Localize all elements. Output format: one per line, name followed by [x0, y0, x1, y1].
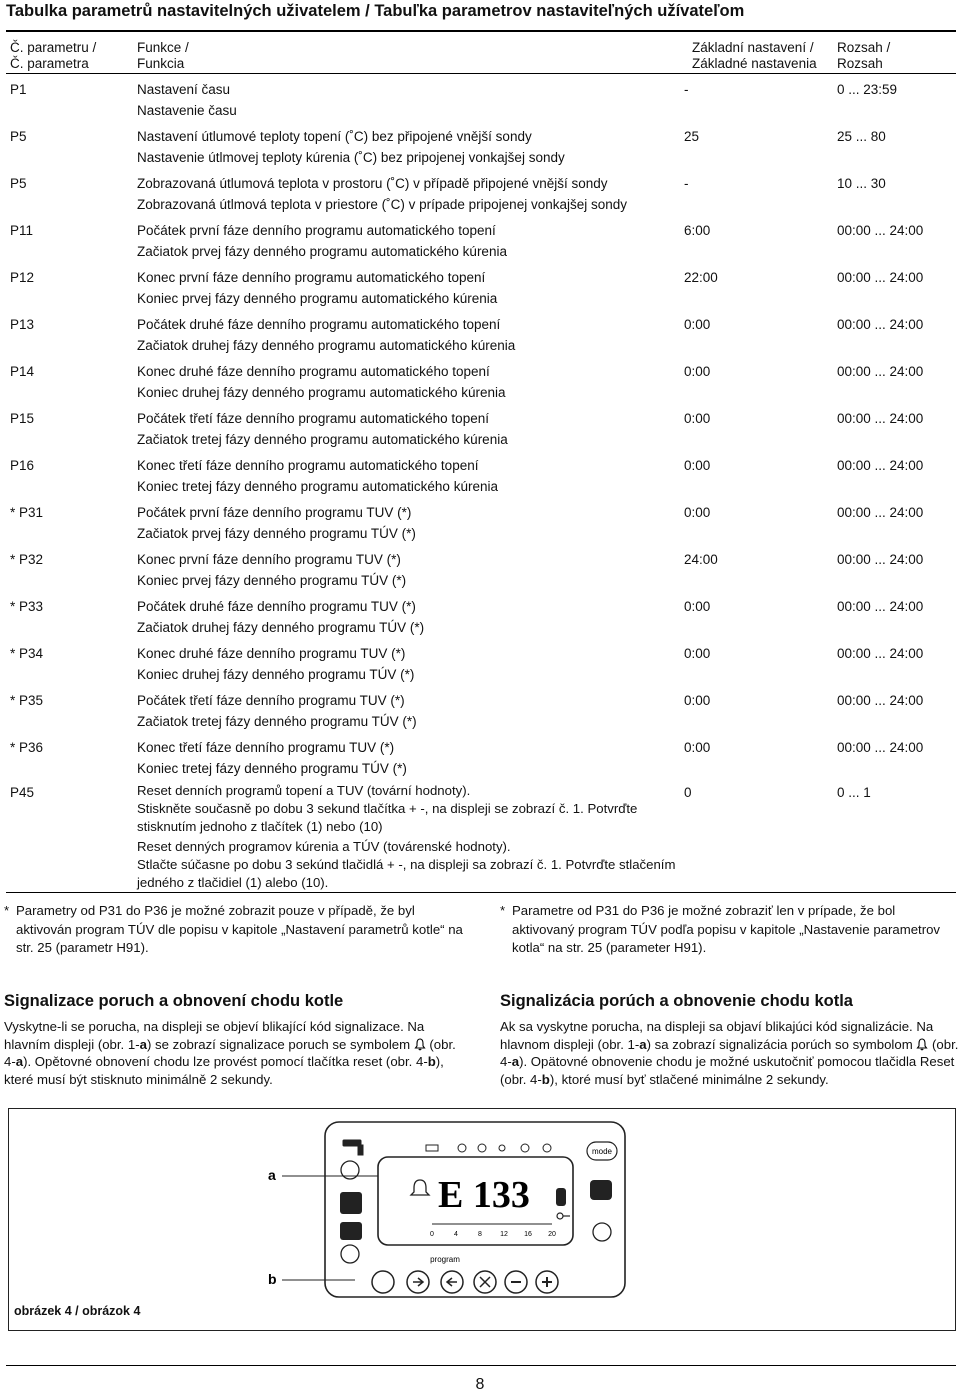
header-default: Základní nastavení / Základné nastavenia	[692, 40, 817, 71]
lcd-fault-code: E 133	[438, 1174, 530, 1216]
table-bottom-rule	[6, 892, 956, 893]
control-panel-illustration	[260, 1112, 660, 1302]
fault-heading-sk: Signalizácia porúch a obnovenie chodu kotla	[500, 992, 853, 1010]
tick-label: 12	[500, 1231, 508, 1238]
tick-label: 20	[548, 1231, 556, 1238]
header-range: Rozsah / Rozsah	[837, 40, 891, 71]
footnote-cz: * Parametry od P31 do P36 je možné zobrazit pouze v případě, že byl aktivován program TÚV dle popisu v kapitole „Nastavení parametrů kotle“ na str. 25 (parametr H91).	[4, 903, 463, 955]
settings-icon	[590, 1180, 612, 1200]
tick-label: 0	[430, 1231, 434, 1238]
tick-label: 8	[478, 1231, 482, 1238]
mode-label: mode	[591, 1147, 613, 1156]
tick-label: 4	[454, 1231, 458, 1238]
p45-description: Reset denních programů topení a TUV (tovární hodnoty). Stiskněte současně po dobu 3 sekund tlačítka + -, na displeji se zobrazí č. 1. Potvrďte stisknutím jednoho z tlačítek (1) nebo (10) Reset denných programov kúrenia a TÚV (továrenské hodnoty). Stlačte súčasne po dobu 3 sekúnd tlačidlá + -, na displeji sa zobrazí č. 1. Potvrďte stlačením jedného z tlačidiel (1) alebo (10).	[137, 783, 676, 890]
bell-icon	[414, 1038, 426, 1051]
program-label: program	[430, 1255, 460, 1264]
page-title: Tabulka parametrů nastavitelných uživatelem / Tabuľka parametrov nastaviteľných užívateľom	[6, 2, 745, 20]
fault-text-sk: Ak sa vyskytne porucha, na displeji sa objaví blikajúci kód signalizácie. Na hlavnom displeji (obr. 1-a) sa zobrazí signalizácia porúch so symbolom (obr. 4-a). Opätovné obnovenie chodu je možné uskutočniť pomocou tlačidla Reset (obr. 4-b), ktoré musí byť stlačené minimálne 2 sekundy.	[500, 1019, 959, 1087]
page-number: 8	[475, 1376, 485, 1393]
fault-heading-cz: Signalizace poruch a obnovení chodu kotle	[4, 992, 344, 1010]
radiator-icon	[340, 1192, 362, 1214]
label-a: a	[268, 1167, 276, 1183]
label-b: b	[268, 1271, 277, 1287]
tick-label: 16	[524, 1231, 532, 1238]
header-function: Funkce / Funkcia	[137, 40, 189, 71]
fault-text-cz: Vyskytne-li se porucha, na displeji se objeví blikající kód signalizace. Na hlavním displeji (obr. 1-a) se zobrazí signalizace poruch se symbolem (obr. 4-a). Opětovné obnovení chodu lze provést pomocí tlačítka reset (obr. 4-b), které musí být stisknuto minimálně 2 sekundy.	[4, 1019, 456, 1087]
title-rule	[6, 30, 956, 32]
bell-icon	[916, 1038, 928, 1051]
header-rule	[6, 73, 956, 74]
header-param-number: Č. parametru / Č. parametra	[10, 40, 97, 71]
radiator-icon-2	[340, 1222, 362, 1240]
footnote-sk: * Parametre od P31 do P36 je možné zobraziť len v prípade, že bol aktivovaný program TÚV podľa popisu v kapitole „Nastavenie parametrov kotla“ na str. 25 (parameter H91).	[500, 903, 941, 955]
flame-icon	[556, 1188, 566, 1206]
figure-caption: obrázek 4 / obrázok 4	[14, 1304, 141, 1318]
footer-rule	[6, 1365, 956, 1366]
